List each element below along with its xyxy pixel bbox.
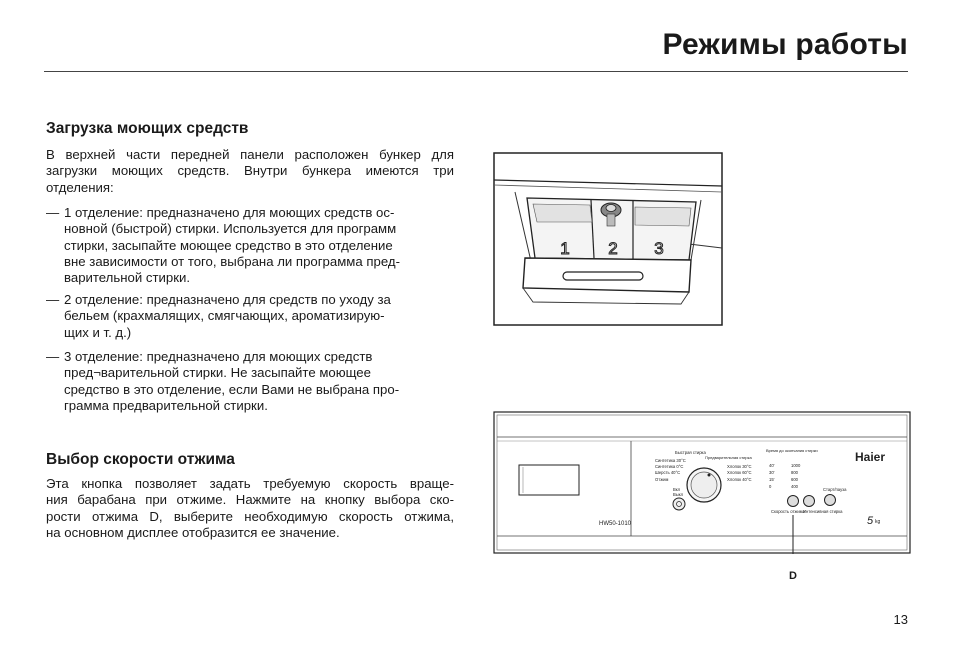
list-line: бельем (крахмалящих, смягчающих, ароматизирую- bbox=[64, 308, 385, 324]
speed-label: 600 bbox=[791, 477, 798, 482]
spin-speed-button[interactable] bbox=[788, 496, 799, 507]
para-line: на основном дисплее отобразится ее значение. bbox=[46, 524, 340, 540]
intro-line: отделения: bbox=[46, 179, 114, 195]
callout-label-d: D bbox=[789, 570, 797, 582]
intro-paragraph bbox=[46, 147, 454, 196]
list-line: 3 отделение: предназначено для моющих средств bbox=[64, 349, 373, 364]
time-label: 30' bbox=[769, 470, 775, 475]
list-line: вне зависимости от того, выбрана ли программа пред- bbox=[64, 253, 400, 269]
power-button[interactable] bbox=[673, 498, 685, 510]
page-number: 13 bbox=[893, 612, 908, 627]
list-line: 2 отделение: предназначено для средств по уходу за bbox=[64, 292, 391, 307]
start-pause-button[interactable] bbox=[825, 495, 836, 506]
speed-label: 1000 bbox=[791, 463, 801, 468]
delay-time-label: Время до окончания стирки bbox=[766, 448, 818, 453]
compartment-label: 1 bbox=[560, 239, 570, 258]
dash-marker: — bbox=[46, 205, 60, 220]
dash-marker: — bbox=[46, 349, 60, 364]
section-heading-spin-speed: Выбор скорости отжима bbox=[46, 451, 235, 468]
compartment-label: 2 bbox=[608, 239, 618, 258]
para-line: рости отжима D, выберите необходимую скорость отжима, bbox=[46, 508, 454, 524]
section-heading-detergent: Загрузка моющих средств bbox=[46, 120, 249, 137]
quick-wash-label: Быстрая стирка bbox=[675, 450, 706, 455]
list-item-compartment-1 bbox=[46, 205, 446, 286]
spin-speed-button-label: Скорость отжима bbox=[771, 509, 805, 514]
intensive-wash-button[interactable] bbox=[804, 496, 815, 507]
start-pause-label: Старт/пауза bbox=[823, 487, 847, 492]
program-label: Синтетика 30°C bbox=[655, 458, 686, 463]
time-label: 0 bbox=[769, 484, 772, 489]
title-rule bbox=[44, 71, 908, 72]
control-panel-illustration bbox=[493, 411, 911, 554]
list-item-compartment-3 bbox=[46, 349, 446, 414]
program-label: Хлопок 40°C bbox=[727, 477, 752, 482]
page-title: Режимы работы bbox=[662, 28, 908, 61]
intro-line: загрузки моющих средств. Внутри бункера имеются три bbox=[46, 163, 454, 179]
model-label: HW50-1010 bbox=[599, 521, 632, 527]
list-line: 1 отделение: предназначено для моющих средств ос- bbox=[64, 205, 395, 220]
program-label: Хлопок 60°C bbox=[727, 470, 752, 475]
capacity-badge-suffix: kg bbox=[875, 519, 881, 525]
program-label: Хлопок 30°C bbox=[727, 464, 752, 469]
power-label: Выкл bbox=[673, 492, 684, 497]
list-line: варительной стирки. bbox=[64, 270, 191, 286]
program-label: Синтетика 0°C bbox=[655, 464, 684, 469]
list-line: средство в это отделение, если Вами не выбрана про- bbox=[64, 381, 400, 397]
brand-logo: Haier bbox=[855, 450, 886, 464]
list-item-compartment-2 bbox=[46, 292, 446, 341]
para-line: Эта кнопка позволяет задать требуемую скорость враще- bbox=[46, 476, 454, 491]
prewash-label: Предварительная стирка bbox=[705, 455, 752, 460]
program-label: Шерсть 40°C bbox=[655, 470, 681, 475]
list-line: щих и т. д.) bbox=[64, 324, 132, 340]
speed-label: 800 bbox=[791, 470, 798, 475]
program-label: Отжим bbox=[655, 477, 669, 482]
intro-line: В верхней части передней панели расположен бункер для bbox=[46, 147, 454, 162]
para-line: ния барабана при отжиме. Нажмите на кнопку выбора ско- bbox=[46, 492, 454, 508]
list-line: стирки, засыпайте моющее средство в это отделение bbox=[64, 237, 393, 253]
spin-speed-paragraph bbox=[46, 476, 454, 541]
time-label: 40' bbox=[769, 463, 775, 468]
capacity-badge: 5 bbox=[867, 515, 874, 527]
compartment-label: 3 bbox=[654, 239, 664, 258]
dash-marker: — bbox=[46, 292, 60, 307]
power-label: Вкл bbox=[673, 487, 681, 492]
list-line: пред¬варительной стирки. Не засыпайте моющее bbox=[64, 365, 371, 381]
list-line: грамма предварительной стирки. bbox=[64, 397, 268, 413]
detergent-drawer-illustration bbox=[493, 152, 723, 326]
list-line: новной (быстрой) стирки. Используется для программ bbox=[64, 221, 397, 237]
time-label: 15' bbox=[769, 477, 775, 482]
speed-label: 400 bbox=[791, 484, 798, 489]
intensive-wash-button-label: Интенсивная стирка bbox=[803, 509, 843, 514]
